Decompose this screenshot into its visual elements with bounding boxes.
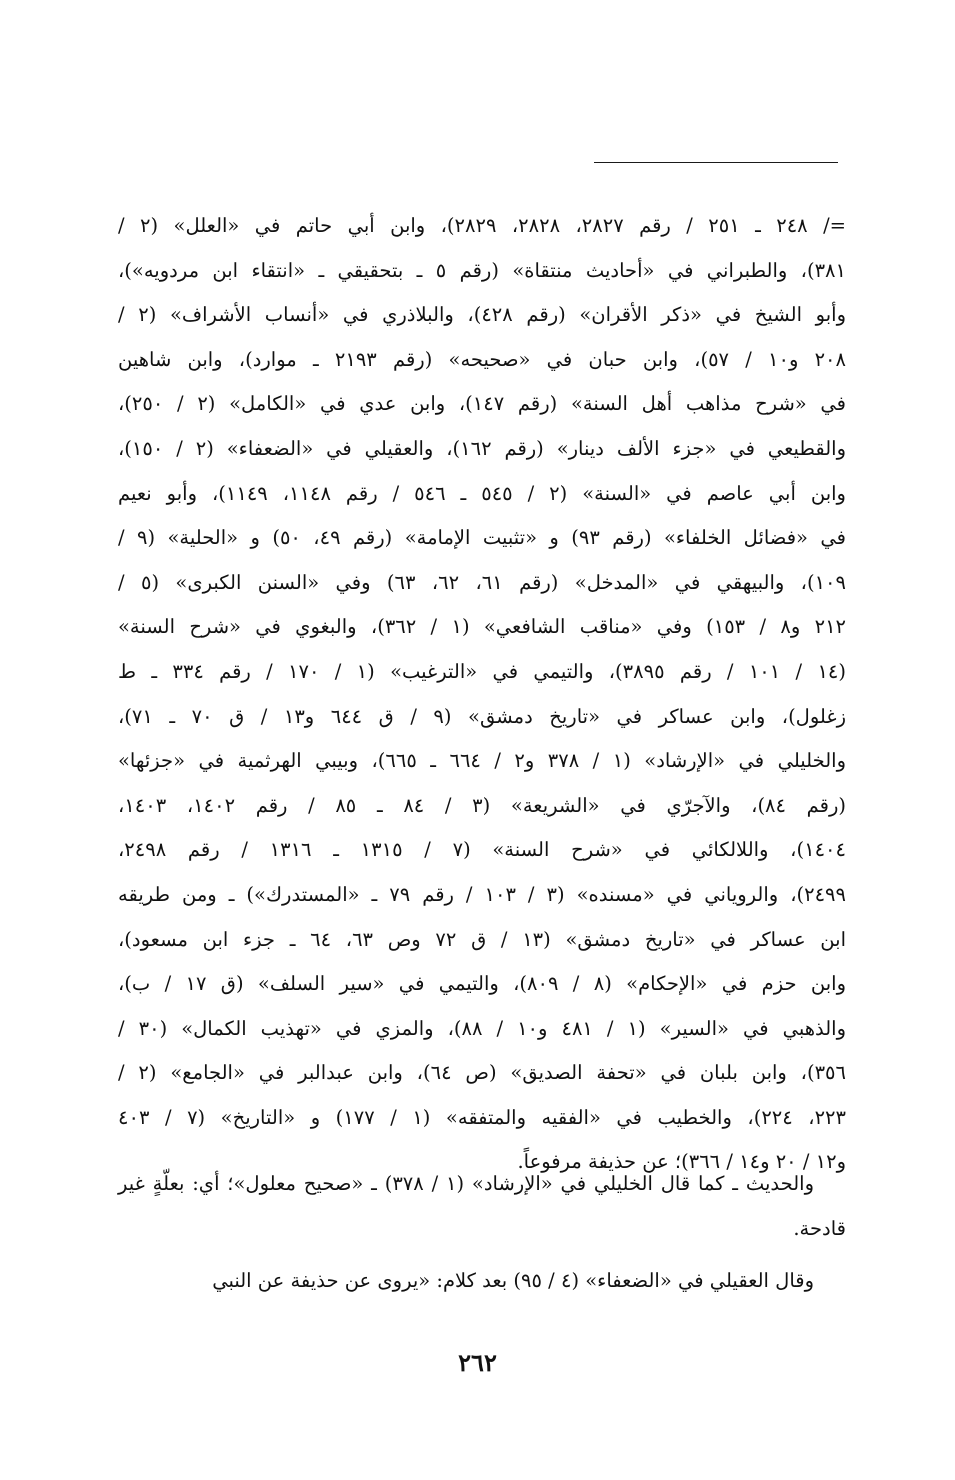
footnote-line: زغلول)، وابن عساكر في «تاريخ دمشق» (٩ / ق ٦٤٤ و١٣ / ق ٧٠ ـ ٧١)، — [118, 704, 846, 728]
body-paragraph: وقال العقيلي في «الضعفاء» (٤ / ٩٥) بعد كلام: «يروى عن حذيفة عن النبي — [212, 1269, 814, 1293]
footnote-line: و١٢ / ٢٠ و١٤ / ٣٦٦)؛ عن حذيفة مرفوعاً. — [517, 1150, 846, 1174]
footnote-line: ١٠٩)، والبيهقي في «المدخل» (رقم ٦١، ٦٢، ٦٣) وفي «السنن الكبرى» (٥ / — [118, 570, 846, 594]
footnote-line: والذهبي في «السير» (١ / ٤٨١ و١٠ / ٨٨)، والمزي في «تهذيب الكمال» (٣٠ / — [118, 1016, 846, 1040]
footnote-line: وابن أبي عاصم في «السنة» (٢ / ٥٤٥ ـ ٥٤٦ / رقم ١١٤٨، ١١٤٩)، وأبو نعيم — [118, 481, 846, 505]
footnote-line: (رقم ٨٤)، والآجرّي في «الشريعة» (٣ / ٨٤ ـ ٨٥ / رقم ١٤٠٢، ١٤٠٣، — [118, 793, 846, 817]
footnote-line: ٢١٢ و٨ / ١٥٣) وفي «مناقب الشافعي» (١ / ٣٦٢)، والبغوي في «شرح السنة» — [118, 615, 847, 639]
footnote-line: =/ ٢٤٨ ـ ٢٥١ / رقم ٢٨٢٧، ٢٨٢٨، ٢٨٢٩)، وابن أبي حاتم في «العلل» (٢ / — [118, 214, 846, 237]
footnote-line: ٢٢٣، ٢٢٤)، والخطيب في «الفقيه والمتفقه» (١ / ١٧٧) و «التاريخ» (٧ / ٤٠٣ — [118, 1105, 846, 1129]
footnote-line: وأبو الشيخ في «ذكر الأقران» (رقم ٤٢٨)، والبلاذري في «أنساب الأشراف» (٢ / — [118, 303, 846, 327]
footnote-block — [118, 204, 846, 1185]
footnote-line: ٢٠٨ و١٠ / ٥٧)، وابن حبان في «صحيحه» (رقم ٢١٩٣ ـ موارد)، وابن شاهين — [118, 347, 846, 371]
main-text — [118, 1162, 846, 1312]
footnote-line: والخليلي في «الإرشاد» (١ / ٣٧٨ و٢ / ٦٦٤ ـ ٦٦٥)، وبيبي الهرثمية في «جزئها» — [118, 749, 846, 773]
footnote-line: ٣٥٦)، وابن بلبان في «تحفة الصديق» (ص ٦٤)، وابن عبدالبر في «الجامع» (٢ / — [118, 1061, 846, 1085]
footnote-line: وابن حزم في «الإحكام» (٨ / ٨٠٩)، والتيمي في «سير السلف» (ق ١٧ / ب)، — [118, 972, 846, 996]
footnote-line: ٣٨١)، والطبراني في «أحاديث منتقاة» (رقم ٥ ـ بتحقيقي ـ «انتقاء ابن مردويه»)، — [118, 258, 846, 282]
body-paragraph: والحديث ـ كما قال الخليلي في «الإرشاد» (١ / ٣٧٨) ـ «صحيح معلول»؛ أي: بعلّةٍ غير قادحة. — [118, 1172, 846, 1240]
page-number: ٢٦٢ — [458, 1348, 497, 1377]
footnote-line: في «فضائل الخلفاء» (رقم ٩٣) و «تثبيت الإمامة» (رقم ٤٩، ٥٠) و «الحلية» (٩ / — [118, 526, 846, 550]
footnote-line: في «شرح مذاهب أهل السنة» (رقم ١٤٧)، وابن عدي في «الكامل» (٢ / ٢٥٠)، — [118, 392, 846, 416]
footnote-line: (١٤ / ١٠١ / رقم ٣٨٩٥)، والتيمي في «الترغيب» (١ / ١٧٠ / رقم ٣٣٤ ـ ط — [118, 659, 846, 683]
footnote-line: ١٤٠٤)، واللالكائي في «شرح السنة» (٧ / ١٣١٥ ـ ١٣١٦ / رقم ٢٤٩٨، — [118, 838, 846, 862]
footnote-line: والقطيعي في «جزء الألف دينار» (رقم ١٦٢)، والعقيلي في «الضعفاء» (٢ / ١٥٠)، — [118, 436, 846, 460]
footnote-line: ٢٤٩٩)، والروياني في «مسنده» (٣ / ١٠٣ / رقم ٧٩ ـ «المستدرك») ـ ومن طريقه — [118, 882, 847, 906]
footnote-line: ابن عساكر في «تاريخ دمشق» (١٣ / ق ٧٢ وص ٦٣، ٦٤ ـ جزء ابن مسعود)، — [118, 927, 846, 951]
footnote-separator-rule — [594, 162, 838, 163]
